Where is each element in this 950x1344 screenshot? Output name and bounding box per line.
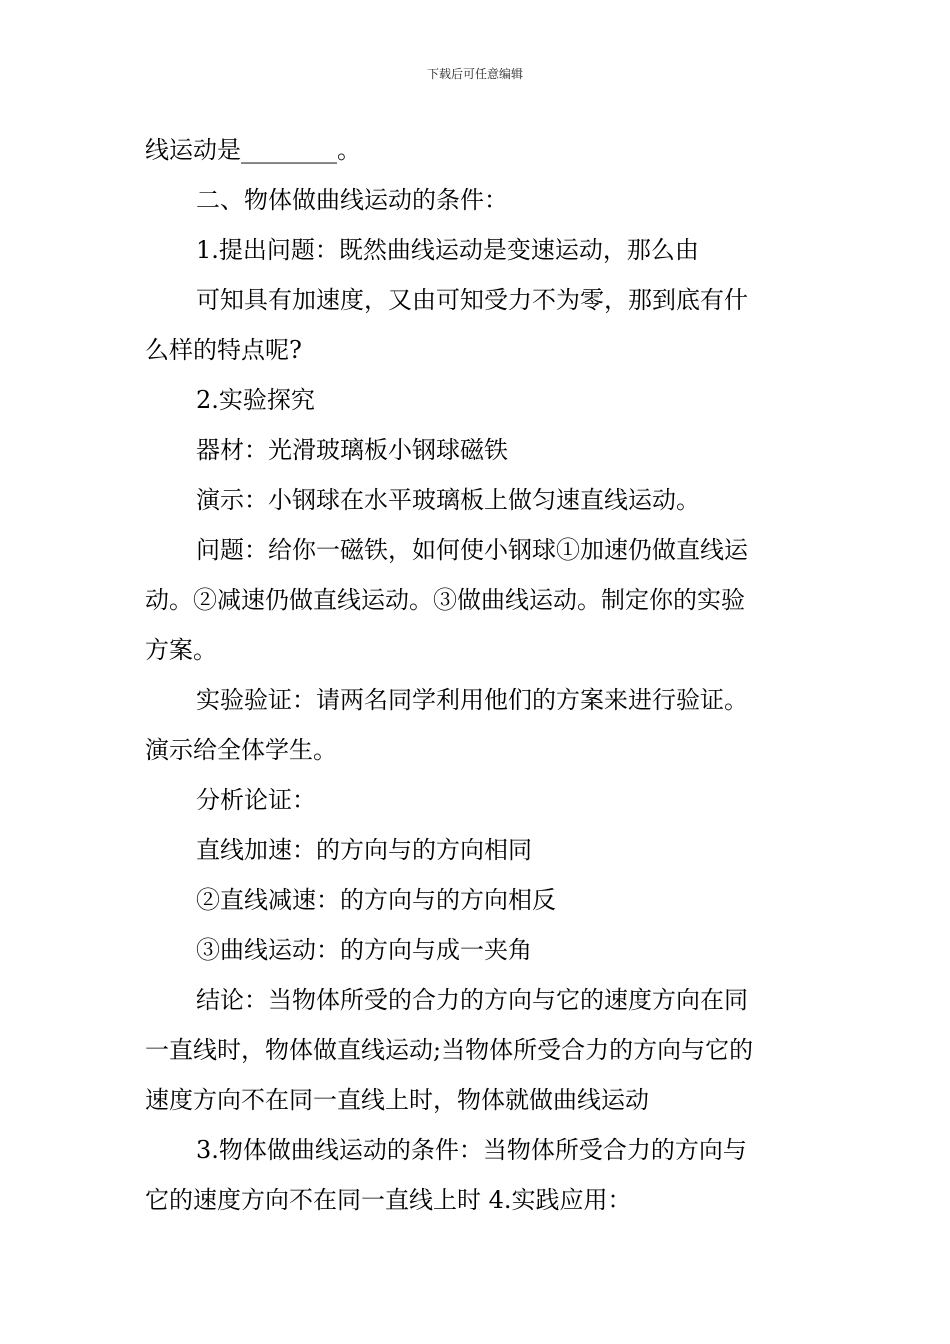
text-line: 么样的特点呢? bbox=[145, 336, 302, 364]
text-line: 速度方向不在同一直线上时，物体就做曲线运动 bbox=[145, 1086, 649, 1114]
text-line: 方案。 bbox=[145, 636, 217, 664]
text-line: 实验验证：请两名同学利用他们的方案来进行验证。 bbox=[196, 686, 748, 714]
text-line: 器材：光滑玻璃板小钢球磁铁 bbox=[196, 436, 508, 464]
text-line: 线运动是________。 bbox=[145, 136, 361, 164]
header-text: 下载后可任意编辑 bbox=[426, 67, 523, 81]
text-line: 演示给全体学生。 bbox=[145, 736, 337, 764]
text-line: 分析论证： bbox=[196, 786, 316, 814]
text-line: 动。②减速仍做直线运动。③做曲线运动。制定你的实验 bbox=[145, 586, 745, 614]
text-line: 直线加速：的方向与的方向相同 bbox=[196, 836, 532, 864]
text-line: ②直线减速：的方向与的方向相反 bbox=[196, 886, 556, 914]
text-line: 结论：当物体所受的合力的方向与它的速度方向在同 bbox=[196, 986, 748, 1014]
text-line: ③曲线运动：的方向与成一夹角 bbox=[196, 936, 532, 964]
page-header bbox=[0, 66, 950, 82]
text-line: 可知具有加速度，又由可知受力不为零，那到底有什 bbox=[196, 286, 748, 314]
document-body bbox=[145, 125, 810, 1225]
text-line: 演示：小钢球在水平玻璃板上做匀速直线运动。 bbox=[196, 486, 700, 514]
text-line: 一直线时，物体做直线运动;当物体所受合力的方向与它的 bbox=[145, 1036, 754, 1064]
text-line: 3.物体做曲线运动的条件：当物体所受合力的方向与 bbox=[196, 1136, 747, 1164]
text-line: 二、物体做曲线运动的条件： bbox=[196, 186, 508, 214]
text-line: 问题：给你一磁铁，如何使小钢球①加速仍做直线运 bbox=[196, 536, 748, 564]
text-line: 1.提出问题：既然曲线运动是变速运动，那么由 bbox=[196, 236, 699, 264]
text-line: 它的速度方向不在同一直线上时 4.实践应用： bbox=[145, 1186, 632, 1214]
text-line: 2.实验探究 bbox=[196, 386, 315, 414]
